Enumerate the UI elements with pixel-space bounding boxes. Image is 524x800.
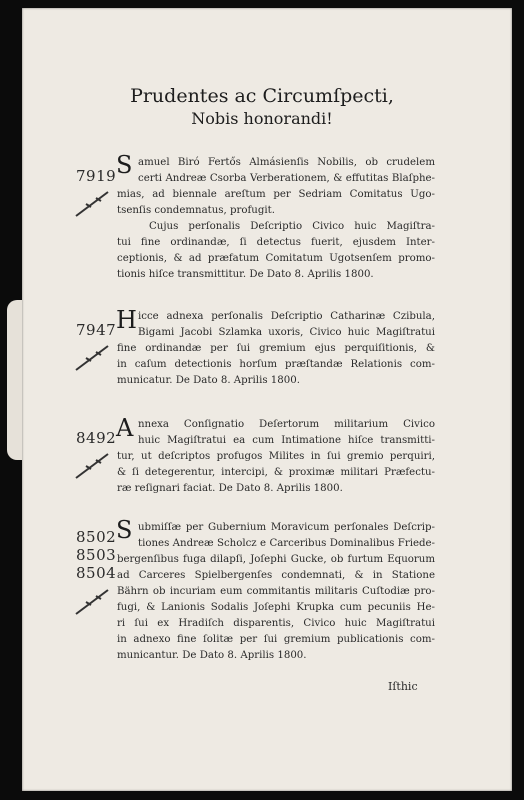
entry-number: 7947 (76, 321, 117, 339)
text-line: ad Carceres Spielbergenſes condemnati, & in Statione (117, 570, 435, 581)
text-line: tui fine ordinandæ, ſi detectus fuerit, ejusdem Inter- (117, 237, 435, 248)
entry-number: 8504 (76, 564, 117, 582)
text-line: icce adnexa perſonalis Deſcriptio Catharinæ Czibula, (138, 311, 435, 322)
text-line: fine ordinandæ per ſui gremium ejus perquiſitionis, & (117, 343, 435, 354)
text-line: ri ſui ex Hradiſch disparentis, Civico huic Magiſtratui (117, 618, 435, 629)
text-line: municatur. De Dato 8. Aprilis 1800. (117, 375, 300, 386)
pen-stroke-mark-icon (74, 450, 112, 480)
text-line: ræ reſignari faciat. De Dato 8. Aprilis 1800. (117, 483, 343, 494)
document-title: Prudentes ac Circumſpecti, (130, 85, 394, 107)
catchword: Iſthic (388, 680, 418, 693)
pen-stroke-mark-icon (74, 342, 112, 372)
text-line: tsenſis condemnatus, profugit. (117, 205, 275, 216)
text-line: nnexa Conſignatio Deſertorum militarium Civico (138, 419, 435, 430)
text-line: ubmiſſæ per Gubernium Moravicum perſonales Deſcrip- (138, 522, 435, 533)
pen-stroke-mark-icon (74, 188, 112, 218)
drop-cap: H (116, 306, 137, 334)
drop-cap: S (116, 151, 133, 179)
drop-cap: A (116, 414, 134, 442)
text-line: huic Magiſtratui ea cum Intimatione hiſce transmitti- (138, 435, 435, 446)
text-line: in adnexo fine ſolitæ per ſui gremium publicationis com- (117, 634, 435, 645)
text-line: in caſum detectionis horſum præſtandæ Relationis com- (117, 359, 435, 370)
pen-stroke-mark-icon (74, 586, 112, 616)
text-line: tur, ut deſcriptos profugos Milites in ſui gremio perquiri, (117, 451, 435, 462)
entry-number: 8502 (76, 528, 117, 546)
text-line: amuel Biró Fertős Almásienſis Nobilis, ob crudelem (138, 157, 435, 168)
text-line: bergenſibus fuga dilapſi, Joſephi Gucke, ob furtum Equorum (117, 554, 435, 565)
text-line: & ſi detegerentur, intercipi, & proximæ militari Præfectu- (117, 467, 435, 478)
entry-number: 8503 (76, 546, 117, 564)
text-line: ceptionis, & ad præfatum Comitatum Ugotsenſem promo- (117, 253, 435, 264)
document-subtitle: Nobis honorandi! (191, 109, 333, 128)
entry-number: 8492 (76, 429, 117, 447)
drop-cap: S (116, 516, 133, 544)
text-line: certi Andreæ Csorba Verberationem, & effutitas Blaſphe- (138, 173, 435, 184)
text-line: Cujus perſonalis Deſcriptio Civico huic Magiſtra- (149, 221, 435, 232)
text-line: mias, ad biennale areſtum per Sedriam Comitatus Ugo- (117, 189, 435, 200)
text-line: tiones Andreæ Scholcz e Carceribus Dominalibus Friede- (138, 538, 435, 549)
text-line: fugi, & Lanionis Sodalis Joſephi Krupka cum pecuniis He- (117, 602, 435, 613)
text-line: tionis hiſce transmittitur. De Dato 8. Aprilis 1800. (117, 269, 374, 280)
text-line: Bigami Jacobi Szlamka uxoris, Civico huic Magiſtratui (138, 327, 435, 338)
text-line: municantur. De Dato 8. Aprilis 1800. (117, 650, 307, 661)
text-line: Bährn ob incuriam eum commitantis militaris Cuſtodiæ pro- (117, 586, 435, 597)
entry-number: 7919 (76, 167, 117, 185)
